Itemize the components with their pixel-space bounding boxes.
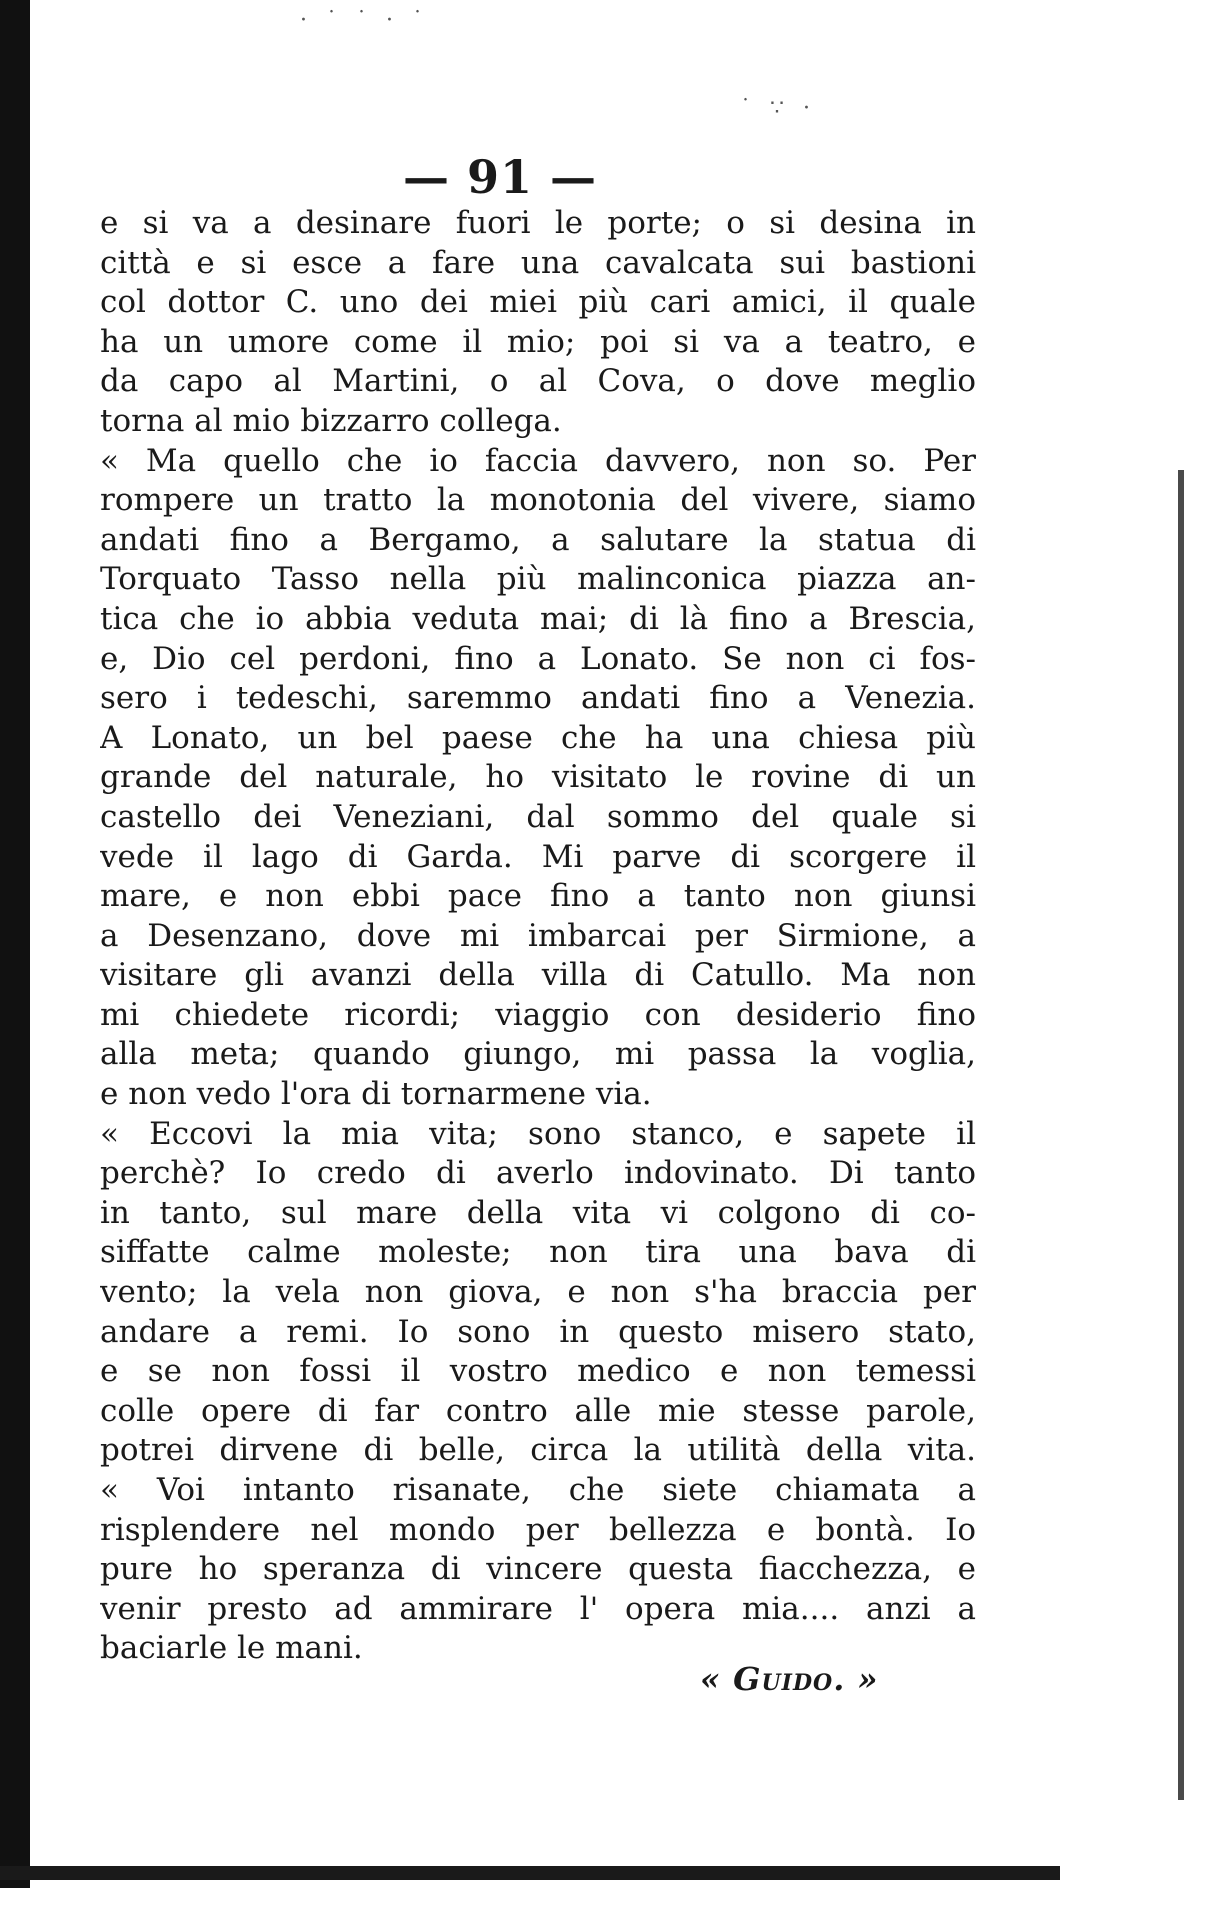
text-line: a Desenzano, dove mi imbarcai per Sirmione, a xyxy=(100,917,976,954)
text-line: potrei dirvene di belle, circa la utilità della vita. xyxy=(100,1432,976,1469)
text-line: castello dei Veneziani, dal sommo del quale si xyxy=(100,798,976,835)
text-line: mare, e non ebbi pace fino a tanto non giunsi xyxy=(100,878,976,915)
scan-noise-ornament: ˙ ∵ · xyxy=(740,96,816,121)
text-line: perchè? Io credo di averlo indovinato. Di tanto xyxy=(100,1155,976,1192)
text-line: torna al mio bizzarro collega. xyxy=(100,402,562,439)
text-line: A Lonato, un bel paese che ha una chiesa più xyxy=(100,719,976,756)
text-line: vede il lago di Garda. Mi parve di scorgere il xyxy=(100,838,976,875)
text-line: andati fino a Bergamo, a salutare la statua di xyxy=(100,521,976,558)
right-page-edge xyxy=(1178,470,1184,1800)
page-number: — 91 — xyxy=(402,150,598,204)
text-line: venir presto ad ammirare l' opera mia.... anzi a xyxy=(100,1590,976,1627)
text-line: mi chiedete ricordi; viaggio con desiderio fino xyxy=(100,996,976,1033)
text-line: e non vedo l'ora di tornarmene via. xyxy=(100,1076,652,1113)
text-line: ha un umore come il mio; poi si va a teatro, e xyxy=(100,323,976,360)
bottom-page-edge xyxy=(0,1866,1060,1880)
text-line: pure ho speranza di vincere questa fiacchezza, e xyxy=(100,1551,976,1588)
signature: « Guido. » xyxy=(700,1660,879,1698)
text-line: visitare gli avanzi della villa di Catullo. Ma non xyxy=(100,957,976,994)
text-line: col dottor C. uno dei miei più cari amici, il quale xyxy=(100,284,976,321)
text-line: « Eccovi la mia vita; sono stanco, e sapete il xyxy=(100,1115,976,1152)
text-line: « Voi intanto risanate, che siete chiamata a xyxy=(100,1472,976,1508)
text-line: andare a remi. Io sono in questo misero stato, xyxy=(100,1313,976,1350)
text-line: in tanto, sul mare della vita vi colgono di co- xyxy=(100,1194,976,1231)
text-line: rompere un tratto la monotonia del vivere, siamo xyxy=(100,482,976,519)
left-page-edge xyxy=(0,0,30,1888)
text-line: tica che io abbia veduta mai; di là fino a Brescia, xyxy=(100,600,976,637)
text-line: vento; la vela non giova, e non s'ha braccia per xyxy=(100,1274,976,1311)
text-line: siffatte calme moleste; non tira una bava di xyxy=(100,1234,976,1271)
body-text xyxy=(100,204,976,1669)
text-line: baciarle le mani. xyxy=(100,1630,363,1667)
text-line: risplendere nel mondo per bellezza e bontà. Io xyxy=(100,1511,976,1548)
text-line: e si va a desinare fuori le porte; o si desina in xyxy=(100,205,976,241)
text-line: alla meta; quando giungo, mi passa la voglia, xyxy=(100,1036,976,1073)
text-line: e se non fossi il vostro medico e non temessi xyxy=(100,1353,976,1390)
text-line: grande del naturale, ho visitato le rovine di un xyxy=(100,759,976,796)
text-line: Torquato Tasso nella più malinconica piazza an- xyxy=(100,561,976,598)
text-line: e, Dio cel perdoni, fino a Lonato. Se non ci fos- xyxy=(100,640,976,677)
text-line: « Ma quello che io faccia davvero, non so. Per xyxy=(100,442,976,479)
text-line: colle opere di far contro alle mie stesse parole, xyxy=(100,1392,976,1429)
text-line: da capo al Martini, o al Cova, o dove meglio xyxy=(100,363,976,400)
text-line: sero i tedeschi, saremmo andati fino a Venezia. xyxy=(100,680,976,717)
text-line: città e si esce a fare una cavalcata sui bastioni xyxy=(100,244,976,281)
scan-noise-top: · ˙ ˙ · ˙ xyxy=(300,8,429,33)
